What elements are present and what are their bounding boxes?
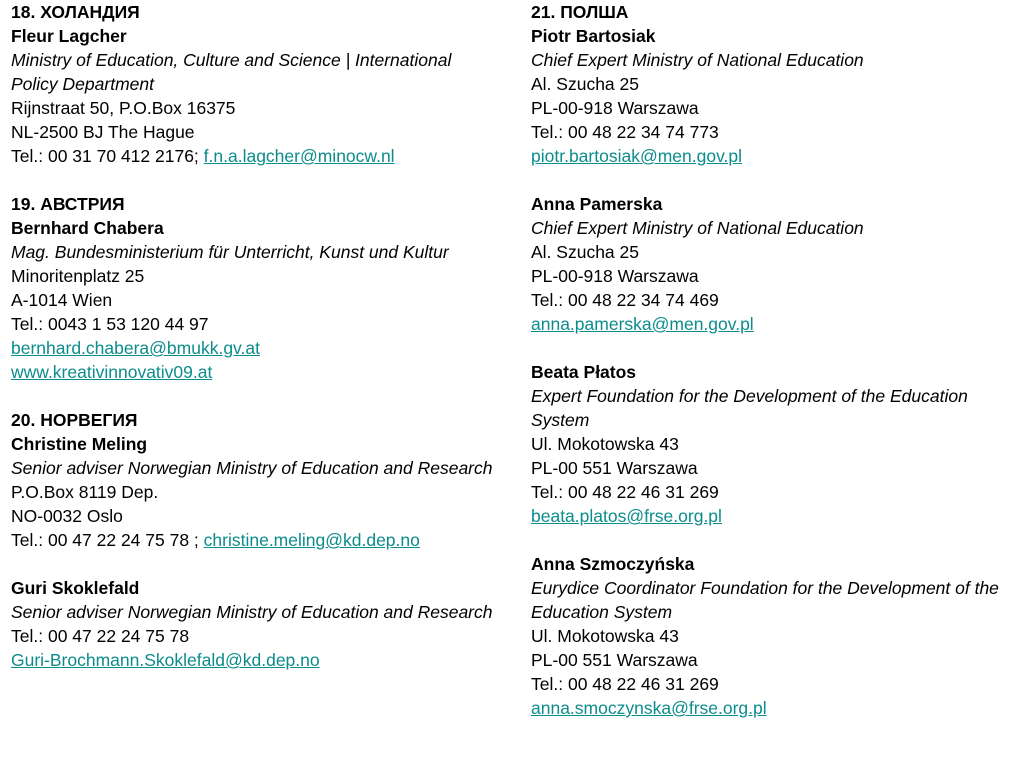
- spacer: [531, 528, 1021, 552]
- contact-entry: [11, 192, 501, 384]
- contact-name: Bernhard Chabera: [11, 218, 164, 238]
- address-line: Ul. Mokotowska 43: [531, 434, 679, 454]
- contact-entry: [11, 408, 501, 552]
- spacer: [531, 168, 1021, 192]
- email-link[interactable]: piotr.bartosiak@men.gov.pl: [531, 146, 743, 166]
- address-line: Ul. Mokotowska 43: [531, 626, 679, 646]
- contact-name: Fleur Lagcher: [11, 26, 127, 46]
- address-line: A-1014 Wien: [11, 290, 113, 310]
- contact-entry: [531, 192, 1021, 336]
- website-link[interactable]: www.kreativinnovativ09.at: [11, 362, 213, 382]
- contact-role: Senior adviser Norwegian Ministry of Education and Research: [11, 602, 493, 622]
- contact-entry: [11, 0, 501, 168]
- contact-name: Piotr Bartosiak: [531, 26, 656, 46]
- contact-role: Ministry of Education, Culture and Science | International Policy Department: [11, 50, 452, 94]
- contact-phone-line: [11, 528, 501, 552]
- spacer: [11, 168, 501, 192]
- address-line: PL-00 551 Warszawa: [531, 650, 698, 670]
- contact-phone: Tel.: 00 31 70 412 2176;: [11, 146, 204, 166]
- country-heading: 20. НОРВЕГИЯ: [11, 410, 138, 430]
- address-line: Al. Szucha 25: [531, 242, 639, 262]
- email-link[interactable]: bernhard.chabera@bmukk.gv.at: [11, 338, 260, 358]
- address-line: PL-00 551 Warszawa: [531, 458, 698, 478]
- email-link[interactable]: christine.meling@kd.dep.no: [203, 530, 420, 550]
- contact-entry: [531, 0, 1021, 168]
- contact-phone-line: [11, 144, 501, 168]
- right-column: [531, 0, 1021, 720]
- contact-name: Guri Skoklefald: [11, 578, 140, 598]
- contact-role: Expert Foundation for the Development of the Education System: [531, 386, 968, 430]
- contact-role: Mag. Bundesministerium für Unterricht, Kunst und Kultur: [11, 242, 449, 262]
- contact-entry: [531, 360, 1021, 528]
- contact-role: Chief Expert Ministry of National Education: [531, 50, 864, 70]
- contact-name: Anna Szmoczyńska: [531, 554, 695, 574]
- contact-phone: Tel.: 00 47 22 24 75 78: [11, 626, 190, 646]
- email-link[interactable]: anna.smoczynska@frse.org.pl: [531, 698, 767, 718]
- contact-phone: Tel.: 00 48 22 46 31 269: [531, 674, 719, 694]
- contact-role: Eurydice Coordinator Foundation for the Development of the Education System: [531, 578, 999, 622]
- address-line: PL-00-918 Warszawa: [531, 266, 699, 286]
- email-link[interactable]: f.n.a.lagcher@minocw.nl: [203, 146, 395, 166]
- contact-phone: Tel.: 0043 1 53 120 44 97: [11, 314, 209, 334]
- spacer: [11, 552, 501, 576]
- contact-phone: Tel.: 00 48 22 34 74 773: [531, 122, 719, 142]
- email-link[interactable]: anna.pamerska@men.gov.pl: [531, 314, 754, 334]
- country-heading: 19. АВСТРИЯ: [11, 194, 125, 214]
- contact-phone: Tel.: 00 48 22 46 31 269: [531, 482, 719, 502]
- email-link[interactable]: Guri-Brochmann.Skoklefald@kd.dep.no: [11, 650, 320, 670]
- contact-name: Christine Meling: [11, 434, 148, 454]
- contact-role: Chief Expert Ministry of National Education: [531, 218, 864, 238]
- contact-entry: [531, 552, 1021, 720]
- address-line: NO-0032 Oslo: [11, 506, 123, 526]
- address-line: P.O.Box 8119 Dep.: [11, 482, 159, 502]
- email-link[interactable]: beata.platos@frse.org.pl: [531, 506, 722, 526]
- contact-name: Anna Pamerska: [531, 194, 663, 214]
- address-line: PL-00-918 Warszawa: [531, 98, 699, 118]
- address-line: Rijnstraat 50, P.O.Box 16375: [11, 98, 236, 118]
- left-column: [11, 0, 501, 672]
- address-line: Minoritenplatz 25: [11, 266, 145, 286]
- contact-name: Beata Płatos: [531, 362, 637, 382]
- spacer: [531, 336, 1021, 360]
- country-heading: 21. ПОЛША: [531, 2, 629, 22]
- contact-phone: Tel.: 00 48 22 34 74 469: [531, 290, 719, 310]
- contact-role: Senior adviser Norwegian Ministry of Education and Research: [11, 458, 493, 478]
- contact-entry: [11, 576, 501, 672]
- address-line: Al. Szucha 25: [531, 74, 639, 94]
- spacer: [11, 384, 501, 408]
- address-line: NL-2500 BJ The Hague: [11, 122, 195, 142]
- contact-phone: Tel.: 00 47 22 24 75 78 ;: [11, 530, 204, 550]
- country-heading: 18. ХОЛАНДИЯ: [11, 2, 140, 22]
